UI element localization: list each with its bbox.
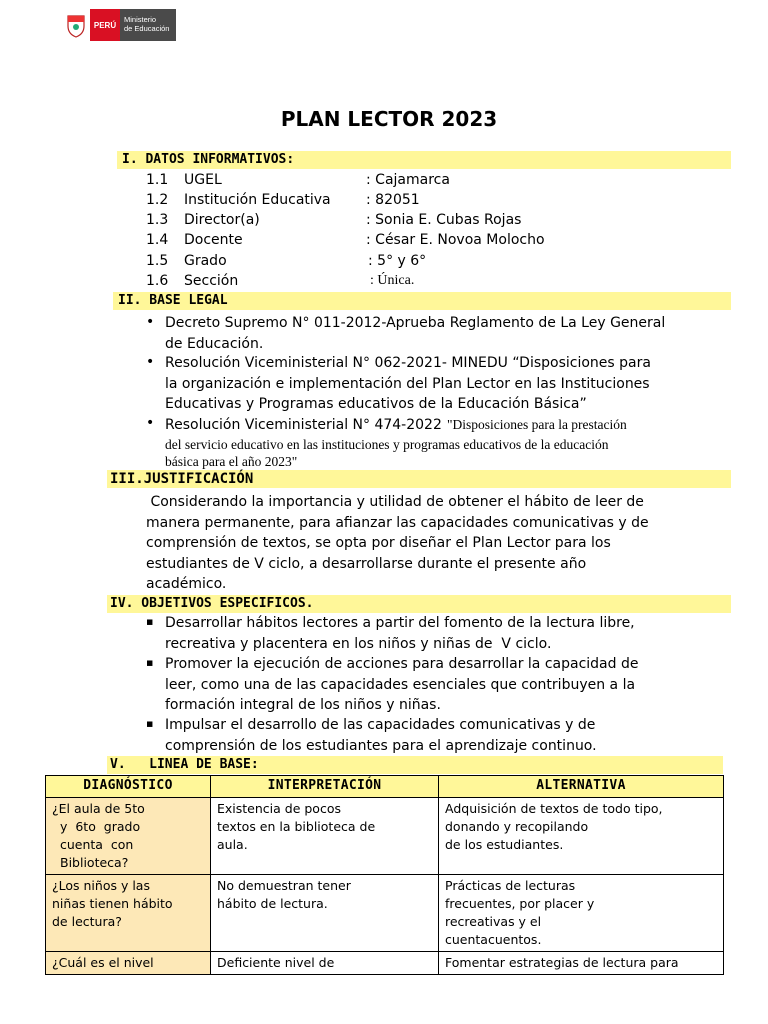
- column-header: INTERPRETACIÓN: [211, 776, 439, 798]
- alternative-cell: Fomentar estrategias de lectura para: [439, 952, 724, 975]
- justification-text: Considerando la importancia y utilidad de obtener el hábito de leer de manera permanente, para afianzar las capacidades comunicativas y de comprensión de textos, se opta por diseñar el Plan Lector para los estudiantes de V ciclo, a desarrollarse durante el presente año académico.: [146, 494, 649, 592]
- coat-of-arms-icon: [62, 9, 90, 41]
- diagnosis-cell: ¿Cuál es el nivel: [46, 952, 211, 975]
- alternative-cell: Prácticas de lecturas frecuentes, por placer y recreativas y el cuentacuentos.: [439, 875, 724, 952]
- interpretation-cell: Deficiente nivel de: [211, 952, 439, 975]
- info-row: 1.3 Director(a) : Sonia E. Cubas Rojas: [146, 212, 522, 228]
- square-bullet-icon: ▪: [146, 615, 154, 628]
- section-5-heading: V. LINEA DE BASE:: [110, 757, 259, 772]
- section-4-heading: IV. OBJETIVOS ESPECIFICOS.: [110, 596, 314, 611]
- square-bullet-icon: ▪: [146, 717, 154, 730]
- bullet-icon: •: [146, 314, 155, 330]
- objective-item: Promover la ejecución de acciones para desarrollar la capacidad de leer, como una de las capacidades esenciales que contribuyen a la formación integral de los niños y niñas.: [165, 656, 639, 713]
- table-row: [46, 952, 724, 975]
- logo-ministry: Ministerio de Educación: [120, 9, 176, 41]
- legal-item: Resolución Viceministerial N° 062-2021- MINEDU “Disposiciones para la organización e implementación del Plan Lector en las Instituciones Educativas y Programas educativos de la Educación Básica”: [165, 355, 651, 412]
- square-bullet-icon: ▪: [146, 656, 154, 669]
- interpretation-cell: No demuestran tener hábito de lectura.: [211, 875, 439, 952]
- section-3-heading: III.JUSTIFICACIÓN: [110, 471, 254, 487]
- table-header-row: [46, 776, 724, 798]
- alternative-cell: Adquisición de textos de todo tipo, donando y recopilando de los estudiantes.: [439, 798, 724, 875]
- ministry-logo: [62, 9, 176, 41]
- info-row: 1.1 UGEL : Cajamarca: [146, 172, 450, 188]
- section-2-heading: II. BASE LEGAL: [118, 293, 228, 308]
- legal-item: Resolución Viceministerial N° 474-2022 "Disposiciones para la prestación del servicio educativo en las instituciones y programas educativos de la educación básica para el año 2023": [165, 417, 627, 469]
- interpretation-cell: Existencia de pocos textos en la biblioteca de aula.: [211, 798, 439, 875]
- baseline-table: [45, 775, 724, 975]
- info-row: 1.2 Institución Educativa : 82051: [146, 192, 420, 208]
- logo-country: PERÚ: [90, 9, 120, 41]
- objective-item: Impulsar el desarrollo de las capacidades comunicativas y de comprensión de los estudiantes para el aprendizaje continuo.: [165, 717, 597, 754]
- info-row: 1.4 Docente : César E. Novoa Molocho: [146, 232, 545, 248]
- legal-item: Decreto Supremo N° 011-2012-Aprueba Reglamento de La Ley General de Educación.: [165, 315, 666, 352]
- objective-item: Desarrollar hábitos lectores a partir del fomento de la lectura libre, recreativa y placentera en los niños y niñas de V ciclo.: [165, 615, 635, 652]
- table-row: [46, 875, 724, 952]
- page-title: PLAN LECTOR 2023: [280, 107, 498, 131]
- section-1-heading: I. DATOS INFORMATIVOS:: [122, 152, 295, 167]
- column-header: DIAGNÓSTICO: [46, 776, 211, 798]
- column-header: ALTERNATIVA: [439, 776, 724, 798]
- info-row: 1.6 Sección : Única.: [146, 273, 415, 289]
- diagnosis-cell: ¿Los niños y las niñas tienen hábito de lectura?: [46, 875, 211, 952]
- bullet-icon: •: [146, 415, 155, 431]
- bullet-icon: •: [146, 354, 155, 370]
- info-row: 1.5 Grado : 5° y 6°: [146, 253, 427, 269]
- diagnosis-cell: ¿El aula de 5to y 6to grado cuenta con Biblioteca?: [46, 798, 211, 875]
- table-row: [46, 798, 724, 875]
